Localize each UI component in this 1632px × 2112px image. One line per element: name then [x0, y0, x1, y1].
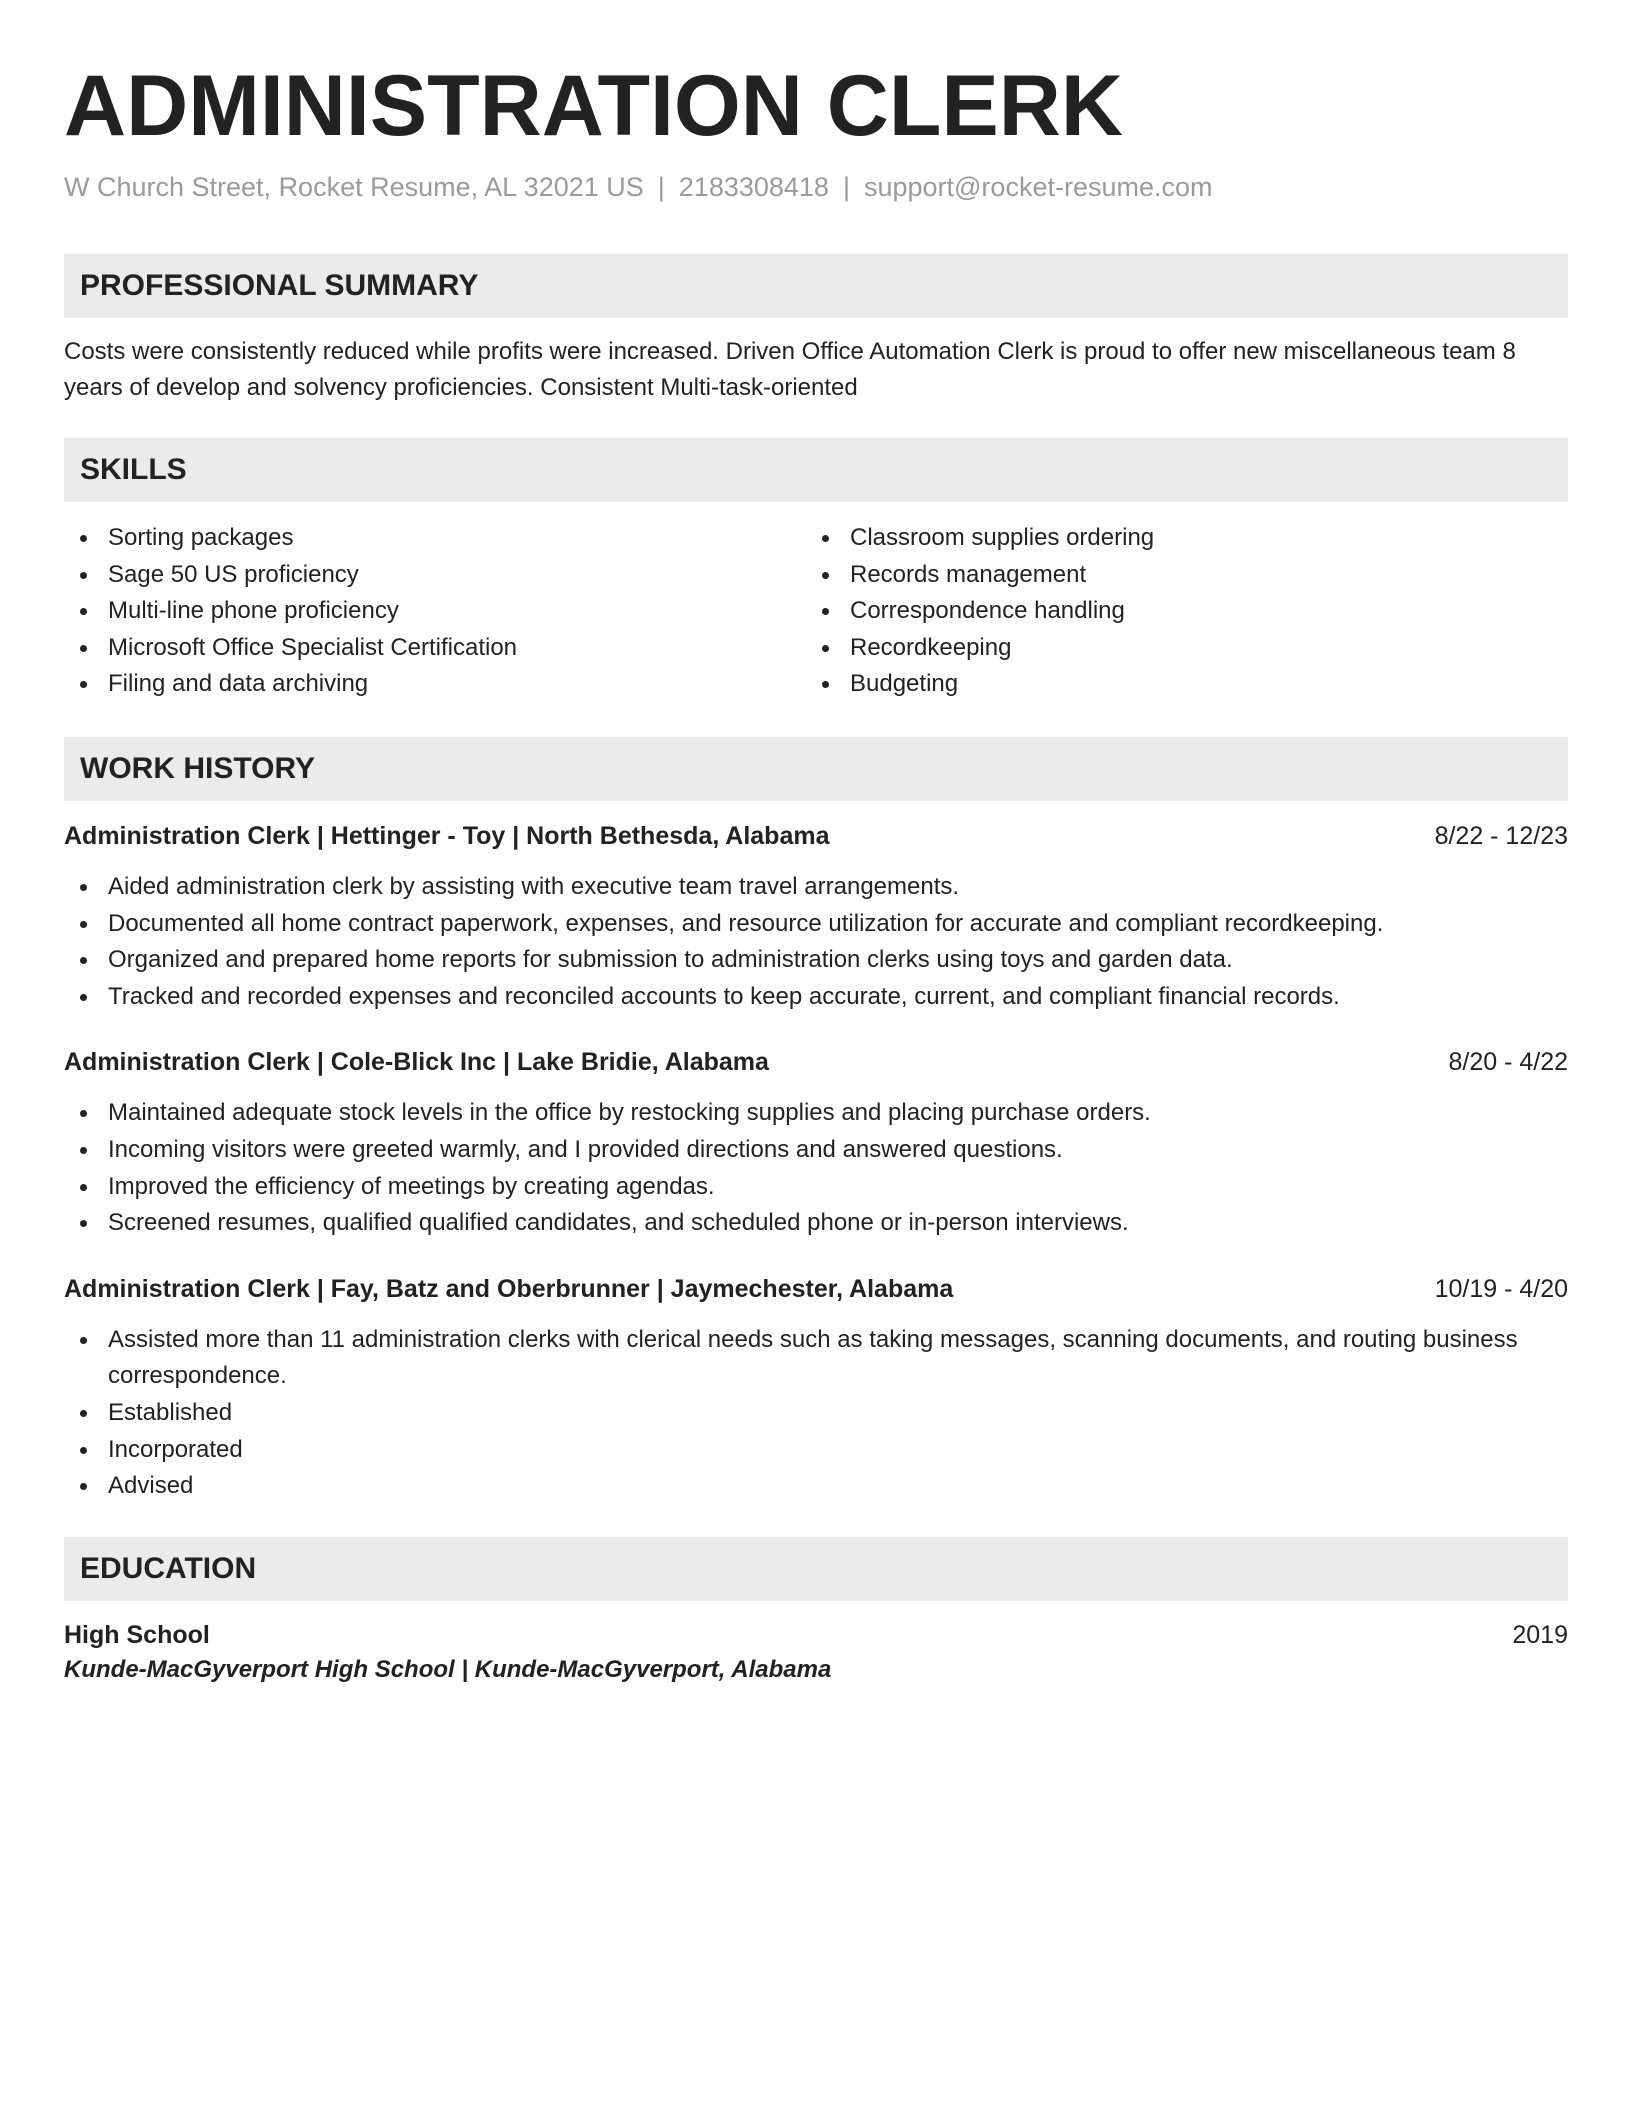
job-bullet: Tracked and recorded expenses and reconciled accounts to keep accurate, current, and compliant financial records. — [64, 979, 1568, 1016]
job-bullet: Screened resumes, qualified qualified candidates, and scheduled phone or in-person interviews. — [64, 1205, 1568, 1242]
job-entry — [64, 1045, 1568, 1241]
skills-column-left — [64, 520, 806, 703]
skills-list — [64, 520, 1568, 703]
job-bullet: Maintained adequate stock levels in the office by restocking supplies and placing purchase orders. — [64, 1095, 1568, 1132]
job-bullets — [64, 1322, 1568, 1505]
job-header — [64, 1272, 1568, 1306]
contact-address: W Church Street, Rocket Resume, AL 32021 US — [64, 172, 644, 202]
skill-item: Classroom supplies ordering — [806, 520, 1548, 557]
job-title: Administration Clerk | Fay, Batz and Oberbrunner | Jaymechester, Alabama — [64, 1274, 954, 1303]
skill-item: Records management — [806, 557, 1548, 594]
job-bullet: Established — [64, 1395, 1568, 1432]
skill-item: Multi-line phone proficiency — [64, 593, 806, 630]
contact-phone: 2183308418 — [678, 172, 829, 202]
job-dates: 10/19 - 4/20 — [1434, 1274, 1568, 1303]
skill-item: Filing and data archiving — [64, 666, 806, 703]
job-bullets — [64, 869, 1568, 1015]
contact-line — [64, 170, 1568, 204]
work-history-heading: WORK HISTORY — [64, 737, 1568, 801]
contact-email: support@rocket-resume.com — [863, 172, 1213, 202]
education-year: 2019 — [1512, 1620, 1568, 1649]
job-header — [64, 1045, 1568, 1079]
contact-separator: | — [842, 172, 850, 202]
job-bullet: Advised — [64, 1468, 1568, 1505]
job-dates: 8/22 - 12/23 — [1434, 821, 1568, 850]
education-degree: High School — [64, 1620, 210, 1649]
skill-item: Sage 50 US proficiency — [64, 557, 806, 594]
education-heading: EDUCATION — [64, 1537, 1568, 1601]
skill-item: Budgeting — [806, 666, 1548, 703]
skills-heading: SKILLS — [64, 438, 1568, 502]
job-title: Administration Clerk | Hettinger - Toy | North Bethesda, Alabama — [64, 821, 830, 850]
job-bullet: Aided administration clerk by assisting with executive team travel arrangements. — [64, 869, 1568, 906]
skill-item: Correspondence handling — [806, 593, 1548, 630]
job-bullet: Incoming visitors were greeted warmly, and I provided directions and answered questions. — [64, 1132, 1568, 1169]
job-entry — [64, 1272, 1568, 1505]
job-entry — [64, 819, 1568, 1015]
job-bullet: Improved the efficiency of meetings by creating agendas. — [64, 1169, 1568, 1206]
contact-separator: | — [657, 172, 665, 202]
summary-heading: PROFESSIONAL SUMMARY — [64, 254, 1568, 318]
education-header — [64, 1617, 1568, 1653]
skill-item: Microsoft Office Specialist Certification — [64, 630, 806, 667]
summary-text: Costs were consistently reduced while profits were increased. Driven Office Automation Clerk is proud to offer new miscellaneous team 8 years of develop and solvency proficiencies. Consistent Multi-task-oriented — [64, 338, 1516, 401]
job-bullet: Documented all home contract paperwork, expenses, and resource utilization for accurate and compliant recordkeeping. — [64, 906, 1568, 943]
job-bullets — [64, 1095, 1568, 1241]
skill-item: Recordkeeping — [806, 630, 1548, 667]
job-bullet: Assisted more than 11 administration clerks with clerical needs such as taking messages, scanning documents, and routing business correspondence. — [64, 1322, 1568, 1395]
job-dates: 8/20 - 4/22 — [1448, 1048, 1568, 1077]
education-school: Kunde-MacGyverport High School | Kunde-MacGyverport, Alabama — [64, 1655, 832, 1683]
job-title: Administration Clerk | Cole-Blick Inc | Lake Bridie, Alabama — [64, 1048, 769, 1077]
skill-item: Sorting packages — [64, 520, 806, 557]
candidate-name: ADMINISTRATION CLERK — [64, 58, 1124, 154]
skills-column-right — [806, 520, 1548, 703]
job-bullet: Organized and prepared home reports for submission to administration clerks using toys and garden data. — [64, 942, 1568, 979]
job-bullet: Incorporated — [64, 1432, 1568, 1469]
job-header — [64, 819, 1568, 853]
